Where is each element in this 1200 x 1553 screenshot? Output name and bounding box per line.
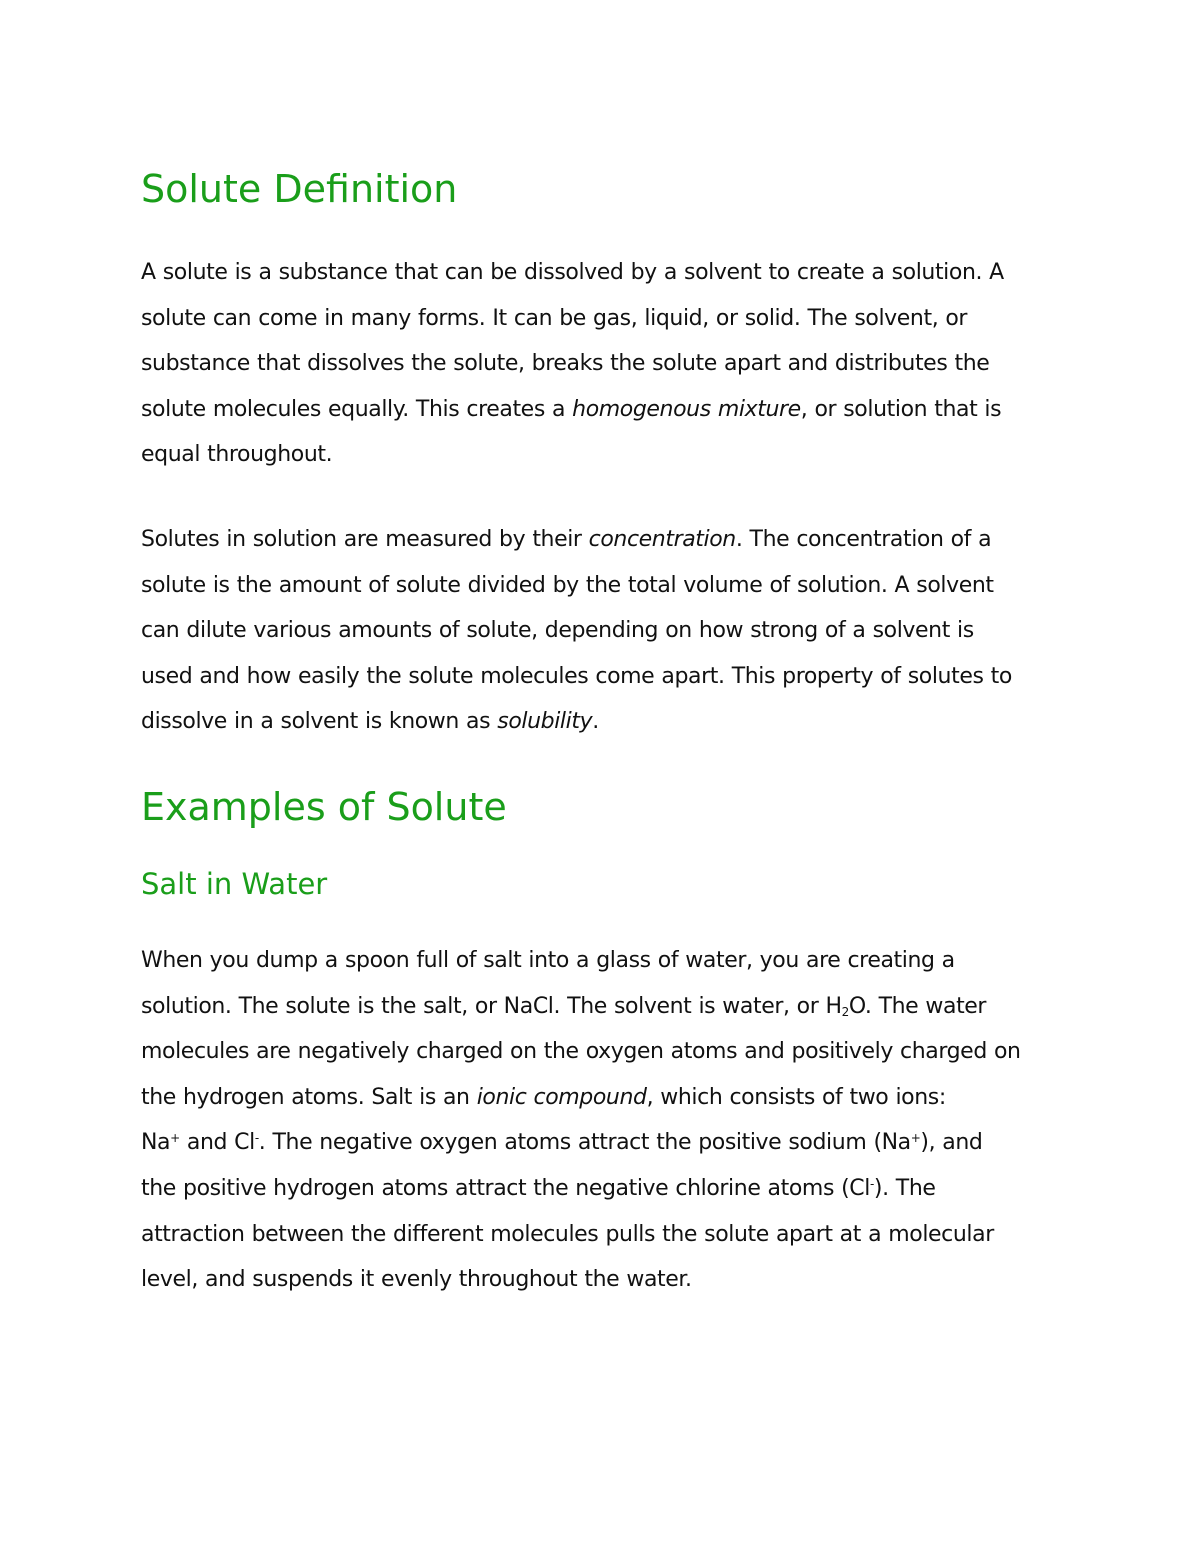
- text-run: solution. The solute is the salt, or NaCl. The solvent is water, or H: [141, 993, 842, 1019]
- superscript: -: [869, 1176, 874, 1191]
- superscript: -: [254, 1131, 259, 1146]
- text-line: attraction between the different molecules pulls the solute apart at a molecular: [141, 1221, 994, 1247]
- text-line: A solute is a substance that can be dissolved by a solvent to create a solution. A: [141, 260, 1004, 285]
- text-run: the hydrogen atoms. Salt is an: [141, 1084, 477, 1110]
- text-line: equal throughout.: [141, 442, 333, 468]
- superscript: +: [910, 1131, 921, 1146]
- term-homogenous-mixture: homogenous mixture: [572, 396, 801, 422]
- text-run: solute molecules equally. This creates a: [141, 396, 573, 422]
- text-line: solute can come in many forms. It can be gas, liquid, or solid. The solvent, or: [141, 305, 968, 331]
- text-line: [141, 1120, 1066, 1166]
- text-line: [141, 699, 1066, 745]
- text-run: . The negative oxygen atoms attract the positive sodium (Na: [258, 1130, 911, 1156]
- term-solubility: solubility: [497, 709, 593, 735]
- text-run: , which consists of two ions:: [646, 1084, 946, 1110]
- text-line: used and how easily the solute molecules come apart. This property of solutes to: [141, 663, 1012, 689]
- text-line: substance that dissolves the solute, breaks the solute apart and distributes the: [141, 351, 990, 377]
- text-run: dissolve in a solvent is known as: [141, 709, 498, 735]
- heading-solute-definition: Solute Definition: [141, 167, 458, 211]
- subscript: 2: [841, 1004, 849, 1019]
- text-line: When you dump a spoon full of salt into a glass of water, you are creating a: [141, 948, 955, 973]
- paragraph-concentration: [141, 517, 1066, 745]
- text-line: [141, 387, 1066, 433]
- text-run: ). The: [873, 1175, 936, 1201]
- term-concentration: concentration: [588, 527, 736, 552]
- text-run: Solutes in solution are measured by their: [141, 527, 589, 552]
- text-run: the positive hydrogen atoms attract the negative chlorine atoms (Cl: [141, 1175, 870, 1201]
- text-line: level, and suspends it evenly throughout the water.: [141, 1267, 692, 1293]
- text-run: .: [592, 709, 599, 735]
- text-line: [141, 1075, 1066, 1121]
- text-line: molecules are negatively charged on the oxygen atoms and positively charged on: [141, 1039, 1021, 1065]
- text-run: ), and: [920, 1130, 983, 1156]
- text-run: Na: [141, 1130, 171, 1156]
- text-run: O. The water: [848, 993, 987, 1019]
- term-ionic-compound: ionic compound: [476, 1084, 647, 1110]
- heading-salt-in-water: Salt in Water: [141, 867, 328, 901]
- text-line: solute is the amount of solute divided by the total volume of solution. A solvent: [141, 572, 994, 598]
- heading-examples-of-solute: Examples of Solute: [141, 785, 507, 829]
- text-line: can dilute various amounts of solute, depending on how strong of a solvent is: [141, 618, 974, 644]
- text-run: and Cl: [179, 1130, 255, 1156]
- text-line: [141, 1166, 1066, 1212]
- text-run: . The concentration of a: [735, 527, 992, 552]
- superscript: +: [170, 1131, 180, 1146]
- text-line: [141, 517, 1066, 563]
- paragraph-definition: [141, 250, 1066, 478]
- text-line: [141, 984, 1066, 1030]
- text-run: , or solution that is: [800, 396, 1002, 422]
- paragraph-salt-in-water: [141, 938, 1066, 1303]
